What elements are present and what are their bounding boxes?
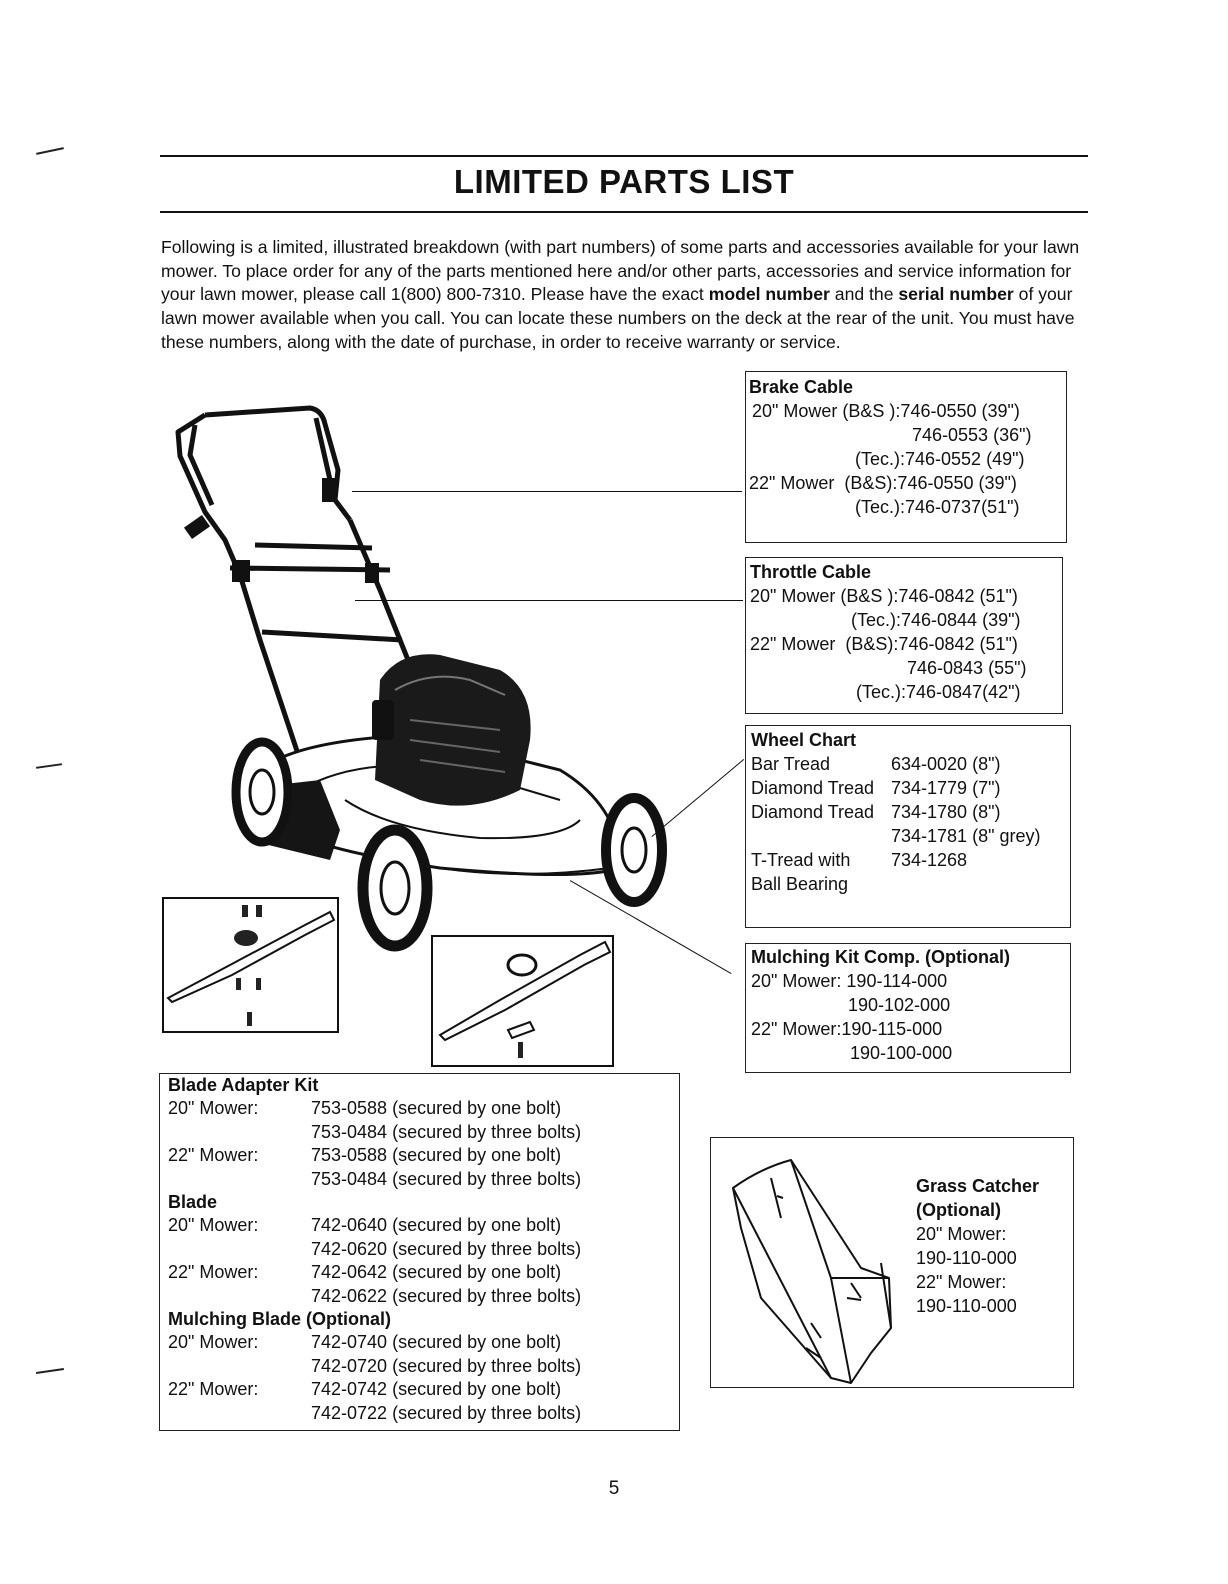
mower-label: 22" Mower: <box>168 1379 259 1400</box>
page-title: LIMITED PARTS LIST <box>453 163 795 200</box>
intro-text: and the <box>829 284 899 305</box>
blade-diagram <box>432 936 613 1066</box>
mulching-kit-box <box>745 943 1071 1073</box>
parts-row <box>168 1402 679 1425</box>
wheel-part: 734-1780 (8") <box>891 802 1001 822</box>
wheel-part: 734-1781 (8" grey) <box>891 826 1041 846</box>
throttle-cable-line: 746-0843 (55") <box>907 658 1027 678</box>
part-number: 742-0642 (secured by one bolt) <box>311 1262 562 1283</box>
grass-catcher-line: 190-110-000 <box>916 1296 1017 1316</box>
part-number: 742-0620 (secured by three bolts) <box>311 1238 582 1259</box>
brake-cable-line: 22" Mower (B&S):746-0550 (39") <box>749 473 1017 493</box>
wheel-chart-heading: Wheel Chart <box>751 730 857 750</box>
part-number: 742-0742 (secured by one bolt) <box>311 1379 562 1400</box>
throttle-cable-line: 20" Mower (B&S ):746-0842 (51") <box>750 586 1018 606</box>
part-number: 742-0740 (secured by one bolt) <box>311 1332 562 1353</box>
mower-label: 20" Mower: <box>168 1332 259 1353</box>
leader-line-brake <box>352 491 742 492</box>
parts-row <box>168 1355 679 1378</box>
grass-catcher-line: 20" Mower: <box>916 1224 1007 1244</box>
grass-catcher-icon <box>721 1148 901 1388</box>
brake-cable-heading: Brake Cable <box>749 377 854 397</box>
mower-label: 22" Mower: <box>168 1145 259 1166</box>
throttle-cable-line: (Tec.):746-0844 (39") <box>851 610 1021 630</box>
part-number: 753-0484 (secured by three bolts) <box>311 1121 582 1142</box>
wheel-part: 734-1268 <box>891 850 968 870</box>
mulching-kit-line: 190-100-000 <box>850 1043 953 1063</box>
intro-bold-serial-number: serial number <box>898 284 1014 305</box>
mower-label: 20" Mower: <box>168 1098 259 1119</box>
wheel-name: Bar Tread <box>751 754 831 774</box>
mower-engine <box>372 654 531 805</box>
part-number: 742-0622 (secured by three bolts) <box>311 1285 582 1306</box>
grass-catcher-line: 190-110-000 <box>916 1248 1017 1268</box>
page-number: 5 <box>608 1478 620 1499</box>
throttle-cable-line: (Tec.):746-0847(42") <box>856 682 1021 702</box>
parts-row <box>168 1214 679 1237</box>
mulching-kit-line: 20" Mower: 190-114-000 <box>751 971 948 991</box>
wheel-row <box>751 824 1070 848</box>
wheel-part: 634-0020 (8") <box>891 754 1001 774</box>
wheel-chart-box <box>745 725 1071 928</box>
grass-catcher-optional: (Optional) <box>916 1200 1001 1220</box>
parts-row <box>168 1331 679 1354</box>
wheel-part: 734-1779 (7") <box>891 778 1001 798</box>
wheel-row <box>751 752 1070 776</box>
mulching-kit-line: 22" Mower:190-115-000 <box>751 1019 943 1039</box>
throttle-cable-box <box>745 557 1063 714</box>
intro-text: of your lawn mower available when you call. You can locate these numbers on the deck at the rear of the unit. You must have these numbers, along with the date of purchase, in order to receive warranty or service. <box>161 284 1075 352</box>
brake-cable-line: (Tec.):746-0552 (49") <box>855 449 1025 469</box>
parts-row <box>168 1168 679 1191</box>
mower-label: 20" Mower: <box>168 1215 259 1236</box>
wheel-row <box>751 800 1070 824</box>
throttle-cable-line: 22" Mower (B&S):746-0842 (51") <box>750 634 1018 654</box>
brake-cable-box <box>745 371 1067 543</box>
throttle-cable-heading: Throttle Cable <box>750 562 872 582</box>
part-number: 742-0720 (secured by three bolts) <box>311 1355 582 1376</box>
intro-text: Following is a limited, illustrated breakdown (with part numbers) of some parts and accessories available for your lawn mower. To place order for any of the parts mentioned here and/or other parts, accessories and service information for your lawn mower, please call 1(800) 800-7310. Please have the exact <box>161 237 1080 305</box>
parts-row <box>168 1378 679 1401</box>
blade-adapter-heading: Blade Adapter Kit <box>168 1075 319 1095</box>
part-number: 742-0640 (secured by one bolt) <box>311 1215 562 1236</box>
parts-row <box>168 1261 679 1284</box>
part-number: 742-0722 (secured by three bolts) <box>311 1402 582 1423</box>
parts-row <box>168 1285 679 1308</box>
wheel-row <box>751 872 1070 896</box>
parts-row <box>168 1097 679 1120</box>
grass-catcher-text <box>916 1174 1039 1318</box>
mulching-blade-heading: Mulching Blade (Optional) <box>168 1308 391 1329</box>
mower-label: 22" Mower: <box>168 1262 259 1283</box>
part-number: 753-0484 (secured by three bolts) <box>311 1168 582 1189</box>
leader-line-throttle <box>355 600 743 601</box>
wheel-row <box>751 848 1070 872</box>
wheel-name: Diamond Tread <box>751 778 875 798</box>
wheel-row <box>751 776 1070 800</box>
grass-catcher-heading: Grass Catcher <box>916 1176 1040 1196</box>
brake-cable-line: 746-0553 (36") <box>912 425 1032 445</box>
blade-heading: Blade <box>168 1191 218 1212</box>
parts-row <box>168 1121 679 1144</box>
wheel-name: Ball Bearing <box>751 874 849 894</box>
mulching-kit-line: 190-102-000 <box>848 995 951 1015</box>
grass-catcher-line: 22" Mower: <box>916 1272 1007 1292</box>
parts-row <box>168 1144 679 1167</box>
part-number: 753-0588 (secured by one bolt) <box>311 1098 562 1119</box>
mulching-kit-heading: Mulching Kit Comp. (Optional) <box>751 947 1010 967</box>
grass-catcher-box <box>710 1137 1074 1388</box>
blade-adapter-diagram <box>163 898 338 1032</box>
blade-parts-box <box>159 1073 680 1431</box>
wheel-name: T-Tread with <box>751 850 851 870</box>
brake-cable-line: 20" Mower (B&S ):746-0550 (39") <box>752 401 1020 421</box>
part-number: 753-0588 (secured by one bolt) <box>311 1145 562 1166</box>
wheel-name: Diamond Tread <box>751 802 875 822</box>
brake-cable-line: (Tec.):746-0737(51") <box>855 497 1020 517</box>
parts-row <box>168 1238 679 1261</box>
intro-bold-model-number: model number <box>708 284 830 305</box>
